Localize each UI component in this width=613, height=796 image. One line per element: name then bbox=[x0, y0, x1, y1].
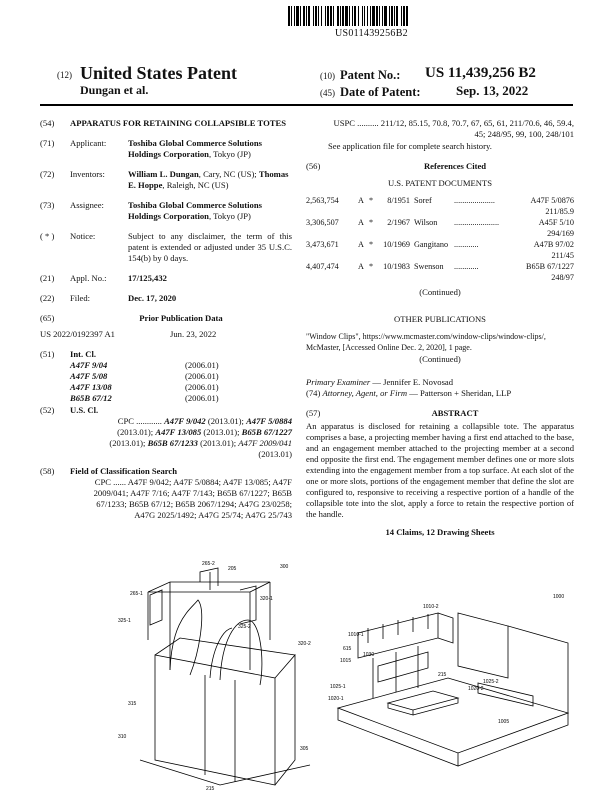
barcode bbox=[288, 6, 500, 26]
int-cl-row bbox=[70, 382, 292, 393]
reference-star: * bbox=[368, 262, 374, 271]
notice-row: ( * ) Notice: Subject to any disclaimer, the term of this patent is extended or adjusted under 35 U.S.C. 154(b) by 0 days. bbox=[40, 231, 292, 263]
code-12: (12) bbox=[57, 70, 72, 80]
claims-count: 14 Claims, 12 Drawing Sheets bbox=[385, 527, 495, 537]
figure-ref-label: 1030 bbox=[363, 652, 375, 658]
reference-row-cont bbox=[306, 250, 574, 261]
continued-2: (Continued) bbox=[419, 354, 461, 364]
reference-cls: A45F 5/10 bbox=[538, 218, 574, 227]
reference-kind: A bbox=[358, 196, 364, 205]
int-cl-row bbox=[70, 371, 292, 382]
abstract-title: ABSTRACT bbox=[431, 408, 479, 418]
int-cl-rows bbox=[70, 360, 292, 404]
header-rule bbox=[40, 104, 573, 106]
examiner: Primary Examiner — Jennifer E. Novosad bbox=[306, 377, 454, 387]
reference-cls: B65B 67/1227 bbox=[526, 262, 574, 271]
figure-ref-label: 215 bbox=[438, 672, 447, 678]
reference-subclass: 248/97 bbox=[551, 273, 574, 282]
assignee-row: (73) Assignee: Toshiba Global Commerce Solutions Holdings Corporation, Tokyo (JP) bbox=[40, 200, 262, 221]
figure-ref-label: 300 bbox=[280, 564, 289, 570]
figure-ref-label: 1000 bbox=[553, 594, 565, 600]
figure-ref-label: 1020-2 bbox=[468, 686, 484, 692]
code-45: (45) bbox=[320, 88, 335, 98]
publication-number: US011439256B2 bbox=[335, 28, 408, 39]
field-search-section: (58) Field of Classification Search CPC ...... A47F 9/042; A47F 5/0884; A47F 13/085; A47F 2009/041; A47F 7/16; A47F 7/143; B65B 67/1227; B65B 67/1233; B65B 67/12; B65B 2067/1294; A47G 23/0258; A47G 2025/1492; A47G 25/74; A47G 25/743 bbox=[40, 466, 292, 520]
reference-name: Gangitano bbox=[414, 240, 449, 249]
int-cl-section: (51) Int. Cl. A47F 9/04 (2006.01) A47F 5/08 (2006.01) A47F 13/08 (2006.01) B65B 67/12 (2006.01) bbox=[40, 349, 292, 404]
figure-ref-label: 325-1 bbox=[118, 618, 131, 624]
patent-date: Sep. 13, 2022 bbox=[456, 83, 529, 98]
figure-ref-label: 1025-1 bbox=[330, 684, 346, 690]
reference-cls: A47B 97/02 bbox=[533, 240, 574, 249]
int-cl-class: B65B 67/12 bbox=[70, 393, 112, 403]
see-application: See application file for complete search history. bbox=[328, 141, 492, 151]
reference-no: 4,407,474 bbox=[306, 262, 339, 271]
reference-date: 8/1951 bbox=[387, 196, 410, 205]
figure-ref-label: 320-1 bbox=[260, 596, 273, 602]
figure-ref-label: 205 bbox=[228, 566, 237, 572]
other-publication: "Window Clips", https://www.mcmaster.com/window-clips/window-clips/, McMaster, [Accessed Online Dec. 2, 2020], 1 page. bbox=[306, 332, 546, 352]
code-10: (10) bbox=[320, 71, 335, 81]
reference-date: 10/1983 bbox=[383, 262, 410, 271]
figure-ref-label: 1025-2 bbox=[483, 679, 499, 685]
reference-cls: A47F 5/0876 bbox=[530, 196, 574, 205]
figure-ref-label: 315 bbox=[128, 701, 137, 707]
reference-row bbox=[306, 239, 574, 250]
reference-kind: A bbox=[358, 218, 364, 227]
int-cl-class: A47F 9/04 bbox=[70, 360, 108, 370]
uspc: USPC .......... 211/12, 85.15, 70.8, 70.7, 67, 65, 61, 211/70.6, 46, 59.4, 45; 248/95, 99, 100, 248/101 bbox=[333, 118, 574, 139]
reference-no: 2,563,754 bbox=[306, 196, 339, 205]
references-table bbox=[306, 195, 574, 283]
us-cl-section: (52) U.S. Cl. CPC ............ A47F 9/042 (2013.01); A47F 5/0884 (2013.01); A47F 13/085 (2013.01); B65B 67/1227 (2013.01); B65B 67/1233 (2013.01); A47F 2009/041 (2013.01) bbox=[40, 405, 292, 459]
reference-star: * bbox=[368, 240, 374, 249]
figure-ref-label: 215 bbox=[206, 786, 215, 792]
reference-name: Soref bbox=[414, 196, 432, 205]
date-label: Date of Patent: bbox=[340, 85, 421, 99]
patent-no-label: Patent No.: bbox=[340, 68, 401, 82]
int-cl-version: (2006.01) bbox=[185, 382, 219, 392]
reference-row-cont bbox=[306, 272, 574, 283]
reference-no: 3,473,671 bbox=[306, 240, 339, 249]
reference-row-cont bbox=[306, 228, 574, 239]
appl-row: (21) Appl. No.: 17/125,432 bbox=[40, 273, 167, 283]
barcode-bar bbox=[406, 6, 408, 26]
reference-kind: A bbox=[358, 262, 364, 271]
reference-dots: ............ bbox=[454, 262, 479, 271]
title-row: (54) APPARATUS FOR RETAINING COLLAPSIBLE TOTES bbox=[40, 118, 292, 129]
figure-ref-label: 320-2 bbox=[298, 641, 311, 647]
reference-date: 10/1969 bbox=[383, 240, 410, 249]
figure-ref-label: 1005 bbox=[498, 719, 510, 725]
prior-pub-section: (65) Prior Publication Data US 2022/0192397 A1 Jun. 23, 2022 bbox=[40, 313, 223, 339]
references-title: References Cited bbox=[423, 161, 487, 171]
applicant-name: Toshiba Global Commerce Solutions Holdings Corporation bbox=[128, 138, 262, 159]
filed-row: (22) Filed: Dec. 17, 2020 bbox=[40, 293, 177, 303]
figure-ref-label: 265-1 bbox=[130, 591, 143, 597]
reference-row bbox=[306, 195, 574, 206]
reference-dots: ...................... bbox=[454, 218, 500, 227]
figure-tote bbox=[110, 560, 320, 792]
int-cl-class: A47F 5/08 bbox=[70, 371, 108, 381]
us-docs-title: U.S. PATENT DOCUMENTS bbox=[387, 178, 493, 188]
reference-subclass: 294/169 bbox=[547, 229, 574, 238]
invention-title: APPARATUS FOR RETAINING COLLAPSIBLE TOTES bbox=[70, 118, 287, 128]
reference-date: 2/1967 bbox=[387, 218, 410, 227]
figure-ref-label: 325-2 bbox=[238, 624, 251, 630]
other-pubs-title: OTHER PUBLICATIONS bbox=[394, 314, 486, 324]
patent-number: US 11,439,256 B2 bbox=[425, 65, 536, 81]
inventors-row: (72) Inventors: William L. Dungan, Cary, NC (US); Thomas E. Hoppe, Raleigh, NC (US) bbox=[40, 169, 289, 190]
country-title: United States Patent bbox=[80, 63, 237, 83]
abstract-body: An apparatus is disclosed for retaining a collapsible tote. The apparatus comprises a base, a projecting member having a first end attached to the base, and an engagement member attached to the projecting member at a second end opposite the first end. The engagement member defines one or more slots extending into the engagement member from a top surface. At each slot of the one or more slots, portions of the engagement member that define the slot are configured to, responsive to receiving a respective portion of a handle of the collapsible tote into the slot, apply a force to retain the respective portion of the handle. bbox=[306, 421, 574, 519]
reference-no: 3,306,507 bbox=[306, 218, 339, 227]
figure-ref-label: 1020-1 bbox=[328, 696, 344, 702]
reference-star: * bbox=[368, 196, 374, 205]
figure-ref-label: 615 bbox=[343, 646, 352, 652]
reference-dots: .................... bbox=[454, 196, 495, 205]
int-cl-row bbox=[70, 393, 292, 404]
int-cl-version: (2006.01) bbox=[185, 360, 219, 370]
reference-kind: A bbox=[358, 240, 364, 249]
reference-dots: ............ bbox=[454, 240, 479, 249]
reference-name: Wilson bbox=[414, 218, 438, 227]
reference-subclass: 211/45 bbox=[551, 251, 574, 260]
figure-apparatus bbox=[318, 588, 588, 788]
reference-name: Swenson bbox=[414, 262, 444, 271]
reference-row-cont bbox=[306, 206, 574, 217]
int-cl-version: (2006.01) bbox=[185, 393, 219, 403]
figure-ref-label: 310 bbox=[118, 734, 127, 740]
int-cl-row bbox=[70, 360, 292, 371]
reference-row bbox=[306, 217, 574, 228]
reference-star: * bbox=[368, 218, 374, 227]
right-column: USPC .......... 211/12, 85.15, 70.8, 70.7, 67, 65, 61, 211/70.6, 46, 59.4, 45; 248/95, 99, 100, 248/101 See application file for complete search history. (56) References Cited U.S. PATENT DOCUMENTS 2,563,754 A * 8/1951 Soref .................... A47F 5/0876 211/85.9 3,306,507 A * 2/1967 Wilson ...................... A45F 5/10 294/169 3,473,671 A * 10/1969 Gangitano ............ A47B 97/02 211/45 4,407,474 A * 10/1983 Swenson ............ B65B 67/1227 248/97 (Continued) OTHER PUBLICATIONS "Window Clips", https://www.mcmaster.com/window-clips/window-clips/, McMaster, [Accessed Online Dec. 2, 2020], 1 page. (Continued) Primary Examiner — Jennifer E. Novosad (74) Attorney, Agent, or Firm — Patterson + Sheridan, LLP (57) ABSTRACT An apparatus is disclosed for retaining a collapsible tote. The apparatus comprises a base, a projecting member having a first end attached to the base, and an engagement member attached to the projecting member at a second end opposite the first end. The engagement member defines one or more slots extending into the engagement member from a top surface. At each slot of the one or more slots, portions of the engagement member that define the slot are configured to, responsive to receiving a respective portion of a handle of the collapsible tote into the slot, apply a force to retain the respective portion of the handle. 14 Claims, 12 Drawing Sheets bbox=[306, 118, 574, 537]
reference-row bbox=[306, 261, 574, 272]
int-cl-version: (2006.01) bbox=[185, 371, 219, 381]
figure-ref-label: 305 bbox=[300, 746, 309, 752]
applicant-row: (71) Applicant: Toshiba Global Commerce Solutions Holdings Corporation, Tokyo (JP) bbox=[40, 138, 262, 159]
continued-1: (Continued) bbox=[419, 287, 461, 297]
attorney: (74) Attorney, Agent, or Firm — Patterson + Sheridan, LLP bbox=[306, 388, 512, 398]
reference-subclass: 211/85.9 bbox=[545, 207, 574, 216]
figure-ref-label: 1010-1 bbox=[348, 632, 364, 638]
inventor-short: Dungan et al. bbox=[80, 83, 149, 97]
left-column bbox=[40, 118, 292, 521]
figure-ref-label: 1015 bbox=[340, 658, 352, 664]
figure-ref-label: 1010-2 bbox=[423, 604, 439, 610]
figure-ref-label: 265-2 bbox=[202, 561, 215, 567]
int-cl-class: A47F 13/08 bbox=[70, 382, 112, 392]
